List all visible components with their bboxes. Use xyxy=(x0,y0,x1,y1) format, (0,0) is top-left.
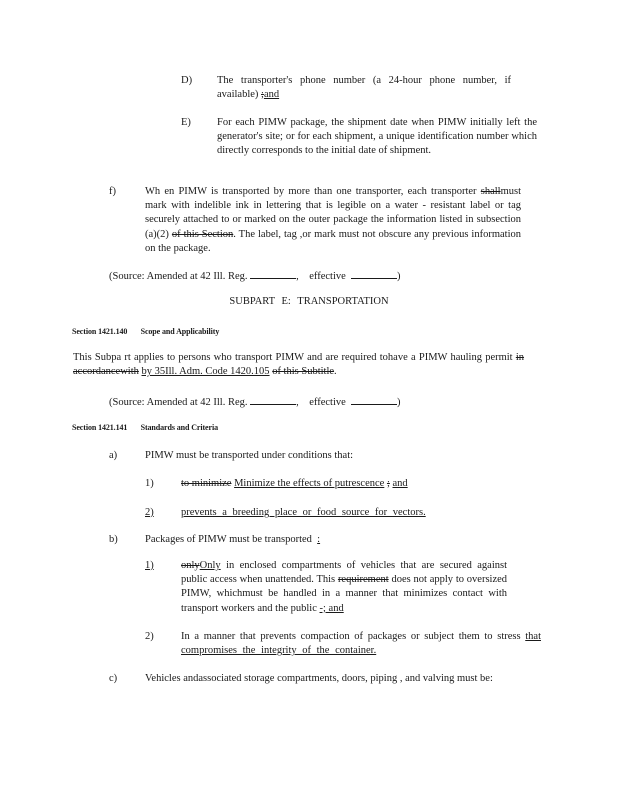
item-c-label: c) xyxy=(109,673,118,684)
section-140-number: Section 1421.140 xyxy=(72,327,128,336)
item-b2-text xyxy=(181,630,541,658)
item-f-p2: must mark with indelible ink in lettering that is legible on a water - resistant label or tag securely attached to or marked on the outer package the information listed in subsection (a)(2) xyxy=(145,186,522,240)
item-b-colon: : xyxy=(317,534,321,545)
item-b1-body: in enclosed compartments of vehicles that are secured against public access when unattended. This xyxy=(181,560,508,586)
source-1-blank-date xyxy=(351,268,397,279)
source-1-close: ) xyxy=(397,271,401,282)
item-a1-end: and xyxy=(392,478,408,489)
item-b1-label: 1) xyxy=(145,560,154,571)
source-1-blank-reg xyxy=(250,268,296,279)
para-140-strike2: of this Subtitle xyxy=(272,366,335,378)
item-a1-label: 1) xyxy=(145,478,154,489)
section-141-number: Section 1421.141 xyxy=(72,423,128,432)
para-140-end: . xyxy=(334,366,337,378)
item-c-text: Vehicles andassociated storage compartments, doors, piping , and valving must be: xyxy=(145,673,493,684)
item-a1-body: Minimize the effects of putrescence xyxy=(234,478,385,489)
item-b1-strike: requirement xyxy=(337,574,389,586)
item-a1-strike: to minimize xyxy=(181,478,232,489)
section-140-heading xyxy=(72,327,219,336)
item-b2-underlined: that compromises the integrity of the container. xyxy=(181,631,541,657)
item-b-label: b) xyxy=(109,534,118,545)
source-1-effective: effective xyxy=(309,271,346,282)
source-note-1 xyxy=(109,268,489,284)
source-2-close: ) xyxy=(397,397,401,408)
item-a2-label: 2) xyxy=(145,507,154,518)
item-f-label: f) xyxy=(109,186,116,197)
item-d-strike: ; xyxy=(261,89,264,101)
item-a-label: a) xyxy=(109,450,118,461)
item-b1-text xyxy=(181,559,507,616)
source-1-text: (Source: Amended at 42 Ill. Reg. xyxy=(109,271,248,282)
item-d-body: The transporter's phone number (a 24-hour phone number, if available) xyxy=(217,75,511,101)
source-2-effective: effective xyxy=(309,397,346,408)
section-141-heading xyxy=(72,423,218,432)
item-d-text xyxy=(217,74,511,102)
section-140-paragraph xyxy=(73,351,524,379)
item-b1-only: Only xyxy=(199,560,221,571)
source-2-comma: , xyxy=(296,397,299,408)
item-b1-end: -; and xyxy=(319,602,344,614)
source-1-comma: , xyxy=(296,271,299,282)
item-a-text: PIMW must be transported under conditions that: xyxy=(145,450,354,461)
subpart-heading: SUBPART E: TRANSPORTATION xyxy=(229,296,389,307)
source-note-2 xyxy=(109,394,489,410)
para-140-strike1: in accordancewith xyxy=(73,352,525,378)
item-b-body: Packages of PIMW must be transported xyxy=(145,534,312,545)
source-2-text: (Source: Amended at 42 Ill. Reg. xyxy=(109,397,248,408)
item-b2-body: In a manner that prevents compaction of packages or subject them to stress xyxy=(181,631,521,642)
source-2-blank-date xyxy=(351,394,397,405)
item-f-text xyxy=(145,185,521,256)
item-f-p3: . The label, tag ,or mark must not obscure any previous information on the package. xyxy=(145,228,521,254)
item-e-text: For each PIMW package, the shipment date when PIMW initially left the generator's site; or for each shipment, a unique identification number which directly corresponds to the initial date of shipment. xyxy=(217,117,537,157)
section-141-title: Standards and Criteria xyxy=(140,423,218,432)
item-b1-strike-only: only xyxy=(181,560,200,571)
item-a1-text xyxy=(181,477,521,491)
item-d-label: D) xyxy=(181,75,193,86)
item-a2-text xyxy=(181,506,521,520)
para-140-text1: This Subpa rt applies to persons who transport PIMW and are required tohave a PIMW hauling permit xyxy=(73,352,513,363)
item-f-p1: Wh en PIMW is transported by more than one transporter, each transporter xyxy=(145,186,477,197)
item-f-strike-shall: shall xyxy=(480,186,501,197)
item-e-label: E) xyxy=(181,117,191,128)
item-b-text xyxy=(145,533,525,547)
item-b2-label: 2) xyxy=(145,631,154,642)
item-f-strike-section: of this Section xyxy=(171,228,234,240)
section-140-title: Scope and Applicability xyxy=(140,327,220,336)
para-140-text2: by 35Ill. Adm. Code 1420.105 xyxy=(141,366,270,378)
item-a1-strike2: ; xyxy=(386,478,390,489)
item-d-tail: and xyxy=(263,89,280,101)
item-b1-body2: does not apply to oversized PIMW, whichmust be handled in a manner that minimizes contact with transport workers and the public xyxy=(181,574,508,614)
source-2-blank-reg xyxy=(250,394,296,405)
item-a2-body: prevents a breeding place or food source for vectors. xyxy=(181,507,426,518)
